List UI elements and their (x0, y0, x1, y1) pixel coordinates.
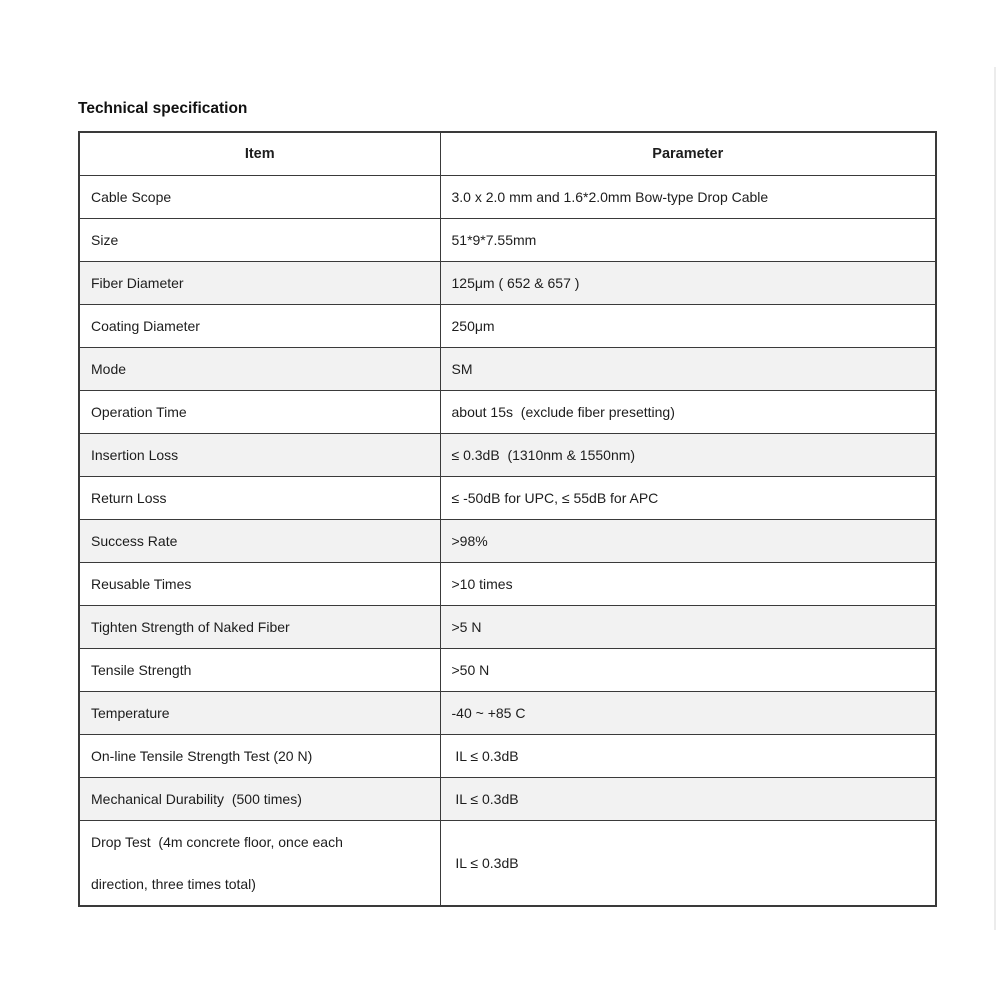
spec-table (78, 131, 937, 907)
parameter-cell: -40 ~ +85 C (440, 692, 936, 735)
table-row (79, 563, 936, 606)
table-row (79, 520, 936, 563)
table-header-row (79, 132, 936, 176)
item-cell: Size (79, 219, 440, 262)
item-cell: Mechanical Durability (500 times) (79, 778, 440, 821)
item-cell: On-line Tensile Strength Test (20 N) (79, 735, 440, 778)
page-edge-line (994, 67, 996, 930)
parameter-cell: 250μm (440, 305, 936, 348)
parameter-cell: 125μm ( 652 & 657 ) (440, 262, 936, 305)
item-cell: Coating Diameter (79, 305, 440, 348)
spec-document (78, 100, 935, 907)
item-cell: Cable Scope (79, 176, 440, 219)
parameter-cell: IL ≤ 0.3dB (440, 778, 936, 821)
table-row (79, 434, 936, 477)
table-row (79, 305, 936, 348)
parameter-cell: 3.0 x 2.0 mm and 1.6*2.0mm Bow-type Drop Cable (440, 176, 936, 219)
column-header-item: Item (79, 132, 440, 176)
item-cell: Success Rate (79, 520, 440, 563)
table-row (79, 262, 936, 305)
item-cell: Drop Test (4m concrete floor, once each direction, three times total) (79, 821, 440, 907)
item-cell: Return Loss (79, 477, 440, 520)
column-header-parameter: Parameter (440, 132, 936, 176)
table-row (79, 778, 936, 821)
parameter-cell: about 15s (exclude fiber presetting) (440, 391, 936, 434)
parameter-cell: IL ≤ 0.3dB (440, 821, 936, 907)
item-cell: Fiber Diameter (79, 262, 440, 305)
table-row (79, 649, 936, 692)
item-cell: Insertion Loss (79, 434, 440, 477)
table-row (79, 692, 936, 735)
item-cell: Tensile Strength (79, 649, 440, 692)
parameter-cell: SM (440, 348, 936, 391)
item-cell: Temperature (79, 692, 440, 735)
item-cell: Tighten Strength of Naked Fiber (79, 606, 440, 649)
item-cell: Operation Time (79, 391, 440, 434)
parameter-cell: >10 times (440, 563, 936, 606)
table-row (79, 348, 936, 391)
table-row (79, 477, 936, 520)
item-cell: Reusable Times (79, 563, 440, 606)
page-title: Technical specification (78, 100, 248, 117)
parameter-cell: 51*9*7.55mm (440, 219, 936, 262)
table-row (79, 391, 936, 434)
table-row (79, 821, 936, 907)
table-row (79, 219, 936, 262)
parameter-cell: IL ≤ 0.3dB (440, 735, 936, 778)
parameter-cell: ≤ -50dB for UPC, ≤ 55dB for APC (440, 477, 936, 520)
parameter-cell: >50 N (440, 649, 936, 692)
table-row (79, 606, 936, 649)
table-row (79, 735, 936, 778)
item-cell: Mode (79, 348, 440, 391)
parameter-cell: ≤ 0.3dB (1310nm & 1550nm) (440, 434, 936, 477)
parameter-cell: >5 N (440, 606, 936, 649)
parameter-cell: >98% (440, 520, 936, 563)
table-row (79, 176, 936, 219)
